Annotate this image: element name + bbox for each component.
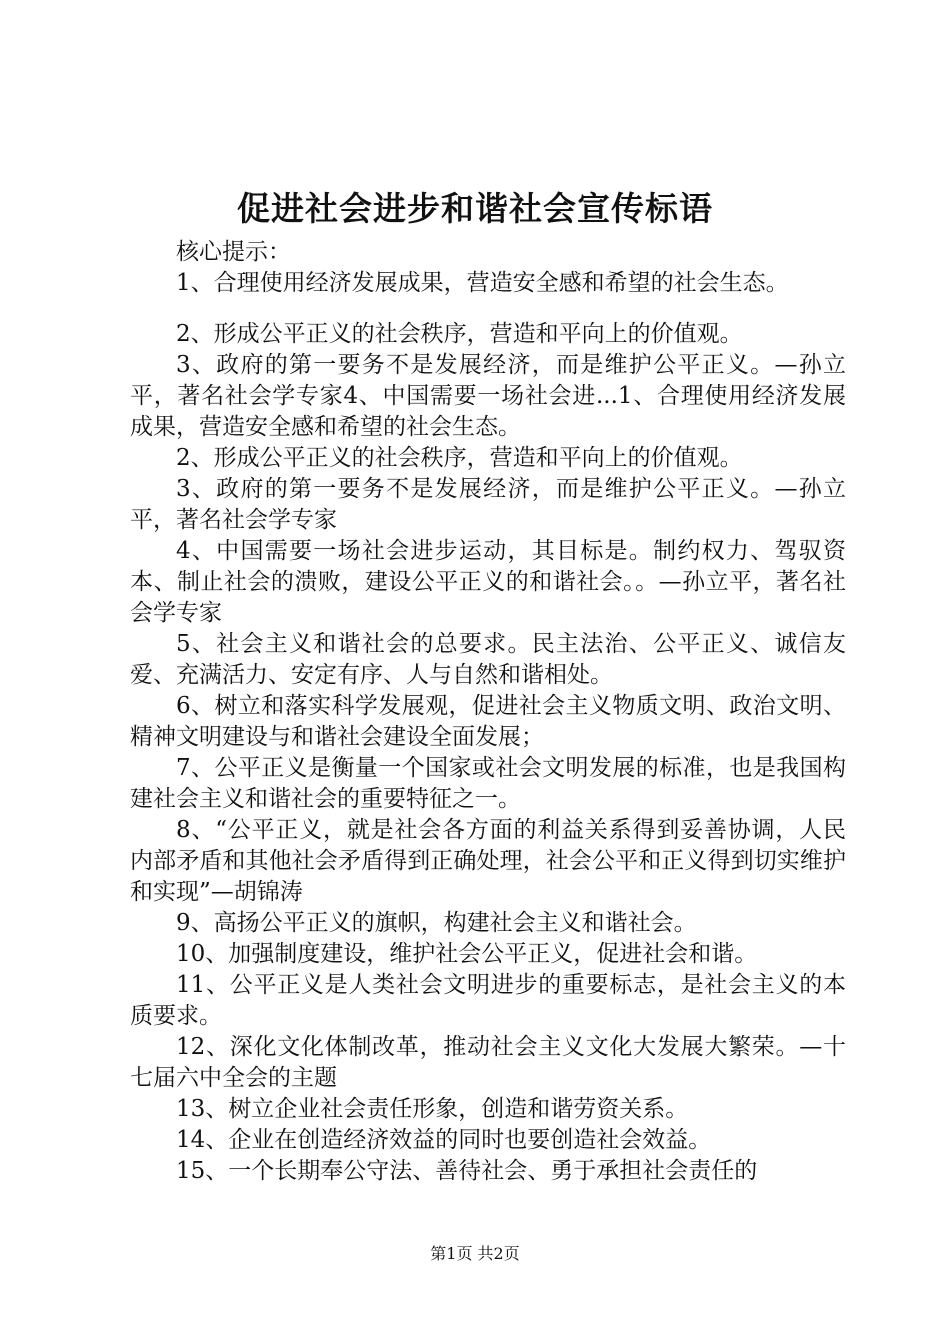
page-footer: 第1页 共2页: [430, 1244, 520, 1263]
paragraph-14: 12、深化文化体制改革，推动社会主义文化大发展大繁荣。—十七届六中全会的主题: [130, 1034, 846, 1091]
document-title: 促进社会进步和谐社会宣传标语: [237, 189, 713, 228]
paragraph-9: 7、公平正义是衡量一个国家或社会文明发展的标准，也是我国构建社会主义和谐社会的重要特征之一。: [130, 755, 846, 812]
document-body: [130, 237, 846, 1187]
paragraph-13: 11、公平正义是人类社会文明进步的重要标志，是社会主义的本质要求。: [130, 972, 846, 1029]
paragraph-6: 4、中国需要一场社会进步运动，其目标是。制约权力、驾驭资本、制止社会的溃败，建设公平正义的和谐社会。。—孙立平，著名社会学专家: [130, 538, 846, 626]
paragraph-11: 9、高扬公平正义的旗帜，构建社会主义和谐社会。: [176, 910, 697, 936]
paragraph-12: 10、加强制度建设，维护社会公平正义，促进社会和谐。: [176, 941, 758, 967]
paragraph-intro: 核心提示：: [176, 239, 291, 265]
paragraph-7: 5、社会主义和谐社会的总要求。民主法治、公平正义、诚信友爱、充满活力、安定有序、人与自然和谐相处。: [130, 631, 846, 688]
paragraph-5: 3、政府的第一要务不是发展经济，而是维护公平正义。—孙立平，著名社会学专家: [130, 476, 846, 533]
paragraph-4: 2、形成公平正义的社会秩序，营造和平向上的价值观。: [176, 445, 743, 471]
paragraph-15: 13、树立企业社会责任形象，创造和谐劳资关系。: [176, 1096, 689, 1122]
paragraph-17: 15、一个长期奉公守法、善待社会、勇于承担社会责任的: [176, 1158, 758, 1184]
paragraph-8: 6、树立和落实科学发展观，促进社会主义物质文明、政治文明、精神文明建设与和谐社会建设全面发展；: [130, 693, 846, 750]
paragraph-16: 14、企业在创造经济效益的同时也要创造社会效益。: [176, 1127, 712, 1153]
paragraph-2: 2、形成公平正义的社会秩序，营造和平向上的价值观。: [176, 321, 743, 347]
paragraph-1: 1、合理使用经济发展成果，营造安全感和希望的社会生态。: [176, 270, 789, 296]
paragraph-3: 3、政府的第一要务不是发展经济，而是维护公平正义。—孙立平，著名社会学专家4、中国需要一场社会进...1、合理使用经济发展成果，营造安全感和希望的社会生态。: [130, 352, 846, 440]
paragraph-10: 8、“公平正义，就是社会各方面的利益关系得到妥善协调，人民内部矛盾和其他社会矛盾得到正确处理，社会公平和正义得到切实维护和实现”—胡锦涛: [130, 817, 846, 905]
